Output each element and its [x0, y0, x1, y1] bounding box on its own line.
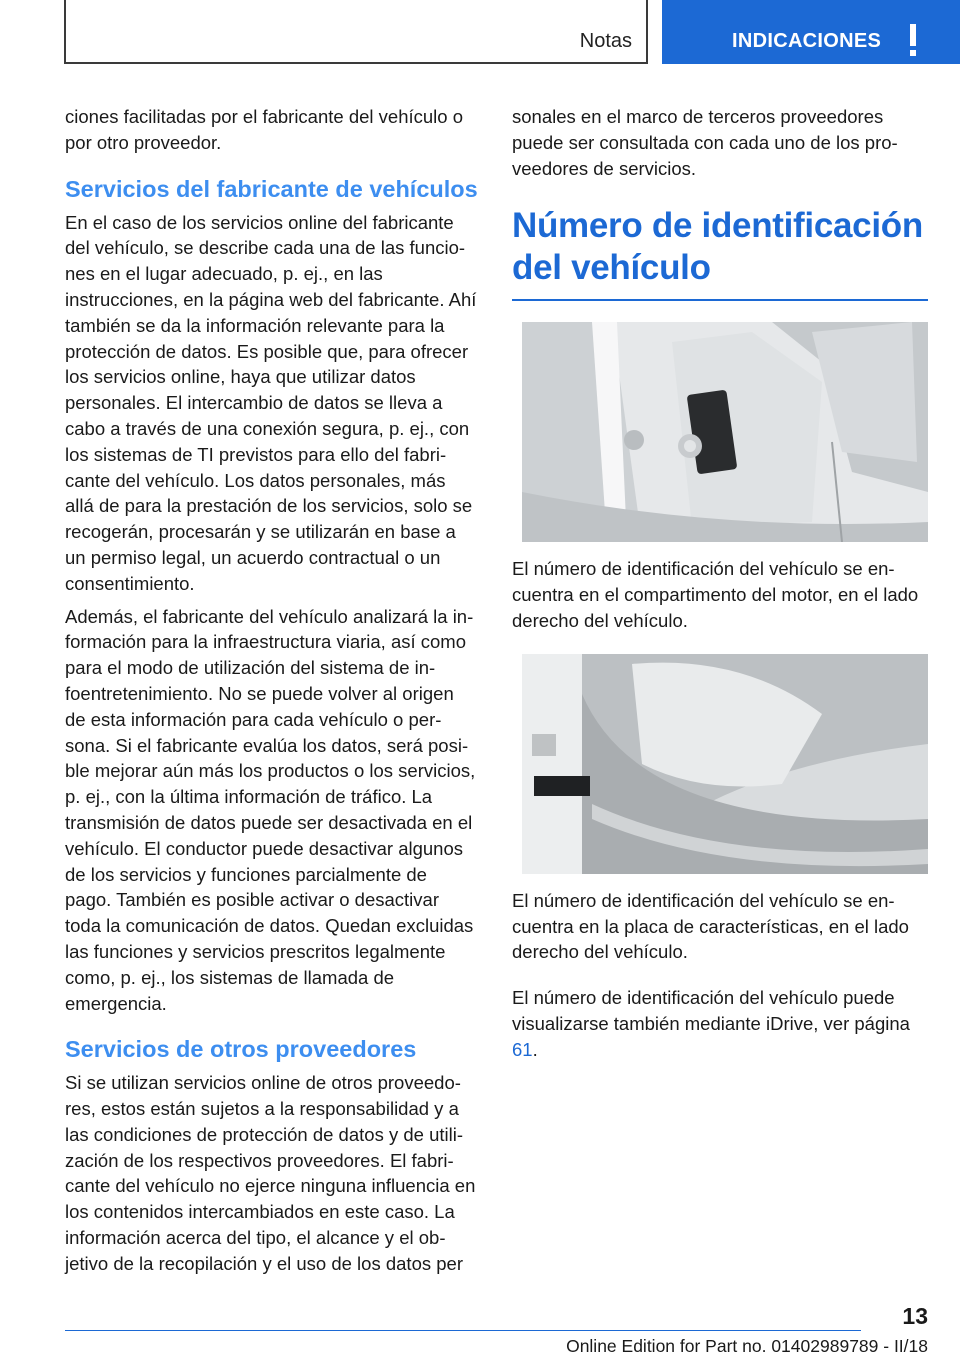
right-column: [512, 104, 928, 1070]
paragraph-continuation: ciones facilitadas por el fabricante del vehículo o por otro proveedor.: [65, 106, 463, 153]
page-link-61[interactable]: 61: [512, 1038, 533, 1060]
footer-rule: [65, 1330, 861, 1331]
paragraph-idrive: [512, 985, 928, 1062]
paragraph-manufacturer-2: Además, el fabricante del vehículo analizará la información para la infraestructura viaria, así como para el modo de utilización del sistema de infoentretenimiento. No se puede volver al origen de esta información para cada vehículo o persona. Si el fabricante evalúa los datos, será posible mejorar aún más los productos o los servicios, p. ej., con la última información de tráfico. La transmisión de datos puede ser desactivada en el vehículo. El conductor puede desactivar algunos de los servicios y funciones parcialmente de pago. También es posible activar o desactivar toda la comunicación de datos. Quedan excluidas las funciones y servicios prescritos legalmente como, p. ej., los sistemas de llamada de emergencia.: [65, 605, 476, 1014]
door-sill-photo: [522, 654, 928, 874]
footer-edition: Online Edition for Part no. 01402989789 - II/18: [566, 1336, 928, 1356]
title-underline: [512, 299, 928, 301]
exclamation-icon: [910, 24, 916, 56]
header-chapter-tab: [662, 0, 960, 64]
paragraph-idrive-text: El número de identificación del vehículo puede visualizarse también mediante iDrive, ver página: [512, 987, 910, 1034]
caption-type-plate: El número de identificación del vehículo se encuentra en la placa de características, en el lado derecho del vehículo.: [512, 889, 909, 963]
header-chapter-label: INDICACIONES: [732, 30, 882, 52]
engine-compartment-photo: [522, 322, 928, 542]
heading-other-providers: Servicios de otros proveedores: [65, 1036, 417, 1063]
paragraph-continuation-right: sonales en el marco de terceros proveedores puede ser consultada con cada uno de los proveedores de servicios.: [512, 106, 898, 179]
paragraph-manufacturer-1: En el caso de los servicios online del fabricante del vehículo, se describe cada una de las funciones en el lugar adecuado, p. ej., en las instrucciones, en la página web del fabricante. Ahí también se da la información relevante para la protección de datos. Es posible que, para ofrecer los servicios online, haya que utilizar datos personales. El intercambio de datos se lleva a cabo a través de una conexión segura, p. ej., con los sistemas de TI previstos para ello del fabricante del vehículo. Los datos personales, más allá de para la prestación de los servicios, solo se recogerán, procesarán y se utilizarán en base a un permiso legal, un acuerdo contractual o un consentimiento.: [65, 211, 477, 594]
heading-manufacturer-services: Servicios del fabricante de vehículos: [65, 175, 478, 202]
header-section-label: Notas: [579, 30, 632, 52]
header-section-box: [64, 0, 648, 64]
left-column: [65, 104, 478, 1284]
section-title-vin: Número de identificación del vehículo: [512, 206, 923, 288]
paragraph-other-providers: Si se utilizan servicios online de otros proveedores, estos están sujetos a la responsabilidad y a las condiciones de protección de datos y de utilización de los respectivos proveedores. El fabricante del vehículo no ejerce ninguna influencia en los contenidos intercambiados en este caso. La información acerca del tipo, el alcance y el objetivo de la recopilación y el uso de los datos per: [65, 1072, 476, 1274]
paragraph-idrive-end: .: [532, 1038, 538, 1060]
caption-engine-compartment: El número de identificación del vehículo se encuentra en el compartimento del motor, en el lado derecho del vehículo.: [512, 558, 919, 631]
page-number: 13: [902, 1303, 928, 1329]
